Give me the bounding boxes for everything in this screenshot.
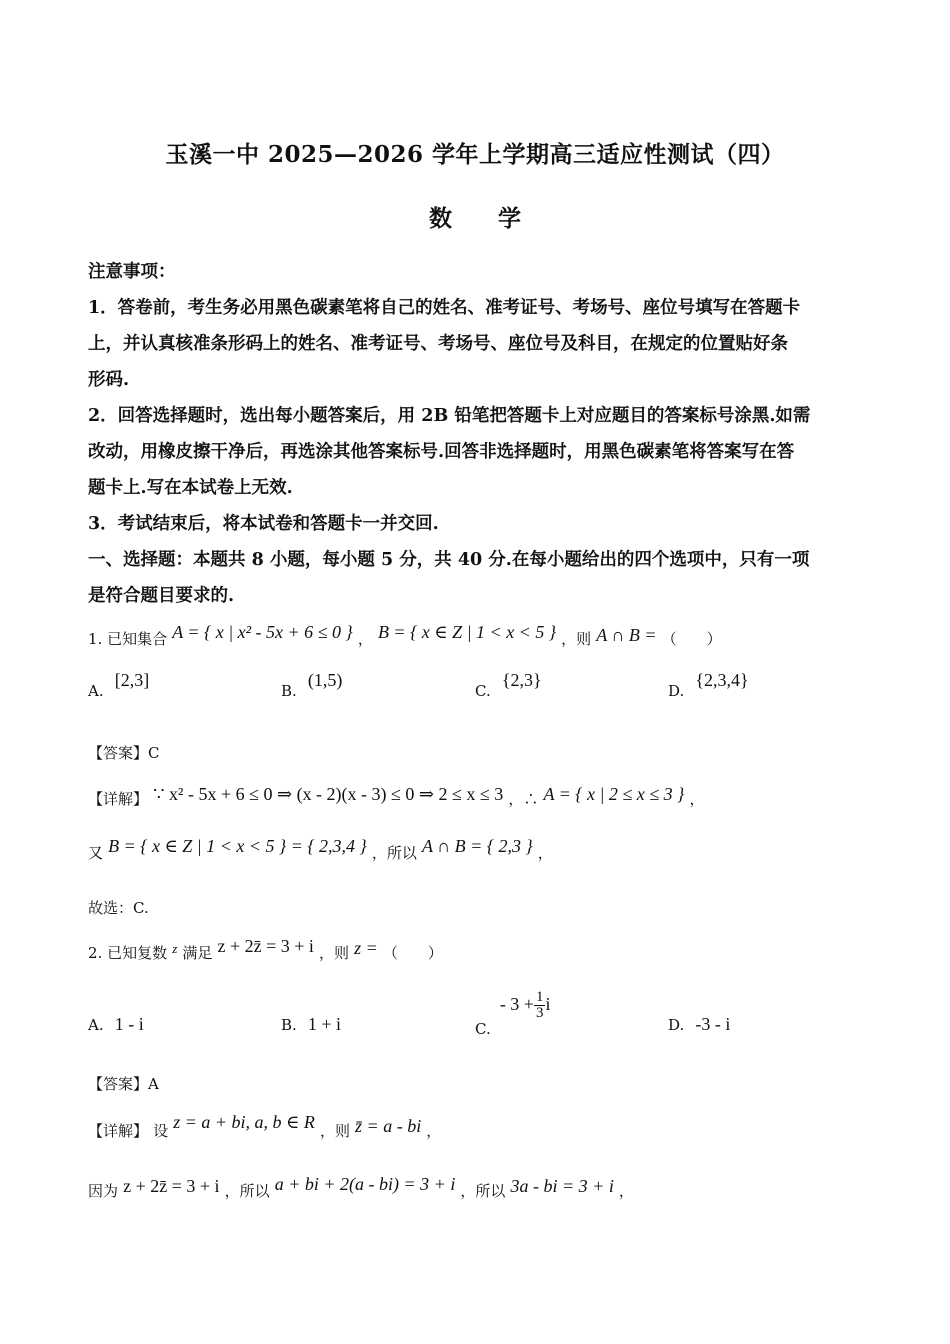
q2-option-d-value: -3 - i — [695, 1014, 731, 1034]
q2-detail2-tail: ， — [618, 1182, 634, 1200]
q2-option-c-label: C. — [475, 1020, 491, 1038]
q1-stem-suffix: ，则 — [561, 630, 592, 648]
q1-conclusion: 故选：C. — [88, 899, 149, 917]
q1-stem-prefix: 1. 已知集合 — [88, 630, 168, 648]
q2-detail2-math: z + 2z̄ = 3 + i — [123, 1176, 220, 1196]
q2-detail2-prefix: 因为 — [88, 1182, 119, 1200]
q1-detail-line1 — [88, 784, 705, 809]
q2-var: z — [172, 941, 178, 956]
q2-option-a-value: 1 - i — [114, 1014, 144, 1034]
q2-detail-line2 — [88, 1174, 634, 1201]
q1-option-c-label: C. — [475, 682, 491, 700]
q2-option-a — [88, 1014, 144, 1035]
q2-stem-suffix: ，则 — [318, 944, 349, 962]
q2-detail1-tail: ， — [426, 1122, 442, 1140]
notice-item3: 3．考试结束后，将本试卷和答题卡一并交回. — [88, 514, 439, 534]
notice-item2-line2: 改动，用橡皮擦干净后，再选涂其他答案标号.回答非选择题时，用黑色碳素笔将答案写在答 — [88, 442, 795, 462]
q1-option-b-value: (1,5) — [307, 670, 343, 690]
q1-detail2-end: A ∩ B = { 2,3 } — [421, 836, 533, 856]
q2-option-c-i: i — [545, 994, 551, 1014]
q2-option-c — [475, 989, 551, 1038]
q1-option-d-value: {2,3,4} — [695, 670, 749, 690]
page-title: 玉溪一中 2025—2026 学年上学期高三适应性测试（四） — [165, 141, 785, 168]
q1-option-a — [88, 670, 150, 701]
q2-option-b-value: 1 + i — [307, 1014, 342, 1034]
q2-stem-prefix: 2. 已知复数 — [88, 944, 168, 962]
notice-item1-line1: 1．答卷前，考生务必用黑色碳素笔将自己的姓名、准考证号、考场号、座位号填写在答题卡 — [88, 298, 801, 318]
notice-item2-line1: 2．回答选择题时，选出每小题答案后，用 2B 铅笔把答题卡上对应题目的答案标号涂黑.如需 — [88, 406, 811, 426]
notice-item2-line3: 题卡上.写在本试卷上无效. — [88, 478, 293, 498]
q2-option-c-num: 1 — [535, 989, 544, 1005]
q1-option-d-label: D. — [668, 682, 685, 700]
q1-detail2-prefix: 又 — [88, 844, 104, 862]
notice-item1-line2: 上，并认真核准条形码上的姓名、准考证号、考场号、座位号及科目，在规定的位置贴好条 — [88, 334, 788, 354]
q1-option-a-label: A. — [88, 682, 104, 700]
q2-answer: 【答案】A — [88, 1075, 159, 1093]
q1-option-c-value: {2,3} — [501, 670, 542, 690]
q1-option-b — [281, 670, 343, 701]
q2-stem-mid: 满足 — [182, 944, 213, 962]
q1-option-a-value: [2,3] — [114, 670, 150, 690]
q2-detail1-math: z = a + bi, a, b ∈ R — [173, 1112, 315, 1132]
q1-set-a: A = { x | x² - 5x + 6 ≤ 0 } — [172, 622, 353, 642]
q1-ask: A ∩ B = — [596, 625, 657, 645]
q1-stem — [88, 622, 722, 649]
q2-option-d-label: D. — [668, 1016, 685, 1034]
q1-detail1-mid: ，∴ — [508, 790, 539, 808]
q1-set-b: B = { x ∈ Z | 1 < x < 5 } — [377, 622, 557, 642]
q1-sep: ， — [357, 630, 373, 648]
q2-detail2-mid2: ，所以 — [460, 1182, 506, 1200]
q1-detail2-mid: ，所以 — [371, 844, 417, 862]
q1-detail1: ∵ x² - 5x + 6 ≤ 0 ⇒ (x - 2)(x - 3) ≤ 0 ⇒ 2 ≤ x ≤ 3 — [153, 784, 504, 804]
q2-detail2-mid: ，所以 — [224, 1182, 270, 1200]
q2-detail2-math2: a + bi + 2(a - bi) = 3 + i — [274, 1174, 456, 1194]
q2-option-c-main: - 3 + — [499, 994, 534, 1014]
q1-option-d — [668, 670, 749, 701]
section1-line1: 一、选择题：本题共 8 小题，每小题 5 分，共 40 分.在每小题给出的四个选项中，只有一项 — [88, 550, 810, 570]
q2-option-c-fraction — [534, 990, 546, 1021]
q2-detail1-prefix: 设 — [153, 1122, 169, 1140]
q2-detail1-end: z̄ = a - bi — [355, 1116, 422, 1136]
subject-heading: 数 学 — [428, 205, 521, 232]
q1-detail-label: 【详解】 — [88, 790, 149, 808]
q1-option-b-label: B. — [281, 682, 297, 700]
q1-blank: （ ） — [661, 630, 722, 648]
q2-ask: z = — [354, 938, 378, 958]
q2-detail-label: 【详解】 — [88, 1122, 149, 1140]
q1-answer: 【答案】C — [88, 744, 160, 762]
notice-item1-line3: 形码. — [88, 370, 130, 390]
q1-detail2-tail: ， — [537, 844, 553, 862]
q1-option-c — [475, 670, 542, 701]
q2-option-c-den: 3 — [535, 1005, 544, 1021]
q1-detail1-tail: ， — [689, 790, 705, 808]
q2-blank: （ ） — [382, 944, 443, 962]
q2-detail2-math3: 3a - bi = 3 + i — [510, 1176, 614, 1196]
q1-detail-line2 — [88, 836, 553, 863]
q2-stem — [88, 936, 443, 963]
q1-detail2-math: B = { x ∈ Z | 1 < x < 5 } = { 2,3,4 } — [108, 836, 367, 856]
q2-condition: z + 2z̄ = 3 + i — [217, 936, 314, 956]
q2-option-d — [668, 1014, 730, 1035]
q2-option-a-label: A. — [88, 1016, 104, 1034]
q2-detail1-mid: ，则 — [319, 1122, 350, 1140]
section1-line2: 是符合题目要求的. — [88, 586, 235, 606]
q1-detail1-end: A = { x | 2 ≤ x ≤ 3 } — [543, 784, 685, 804]
q2-option-b-label: B. — [281, 1016, 297, 1034]
q2-detail-line1 — [88, 1112, 442, 1141]
q2-option-b — [281, 1014, 341, 1035]
notice-heading: 注意事项： — [88, 262, 176, 282]
